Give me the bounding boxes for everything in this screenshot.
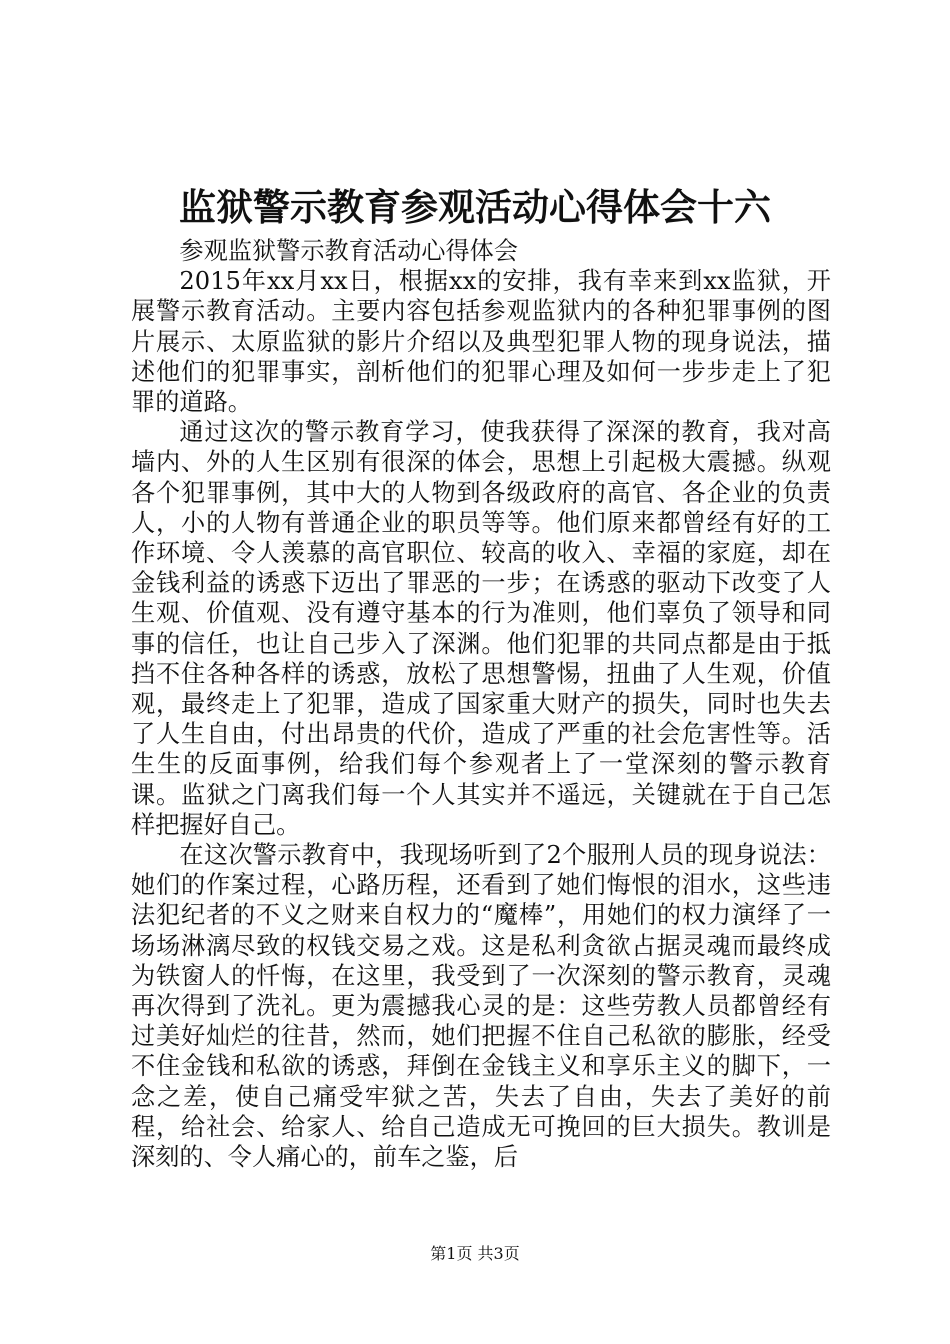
paragraph-2: 通过这次的警示教育学习，使我获得了深深的教育，我对高墙内、外的人生区别有很深的体会，思想上引起极大震撼。纵观各个犯罪事例，其中大的人物到各级政府的高官、各企业的负责人，小的人物有普通企业的职员等等。他们原来都曾经有好的工作环境、令人羡慕的高官职位、较高的收入、幸福的家庭，却在金钱利益的诱惑下迈出了罪恶的一步；在诱惑的驱动下改变了人生观、价值观、没有遵守基本的行为准则，他们辜负了领导和同事的信任，也让自己步入了深渊。他们犯罪的共同点都是由于抵挡不住各种各样的诱惑，放松了思想警惕，扭曲了人生观，价值观，最终走上了犯罪，造成了国家重大财产的损失，同时也失去了人生自由，付出昂贵的代价，造成了严重的社会危害性等。活生生的反面事例，给我们每个参观者上了一堂深刻的警示教育课。监狱之门离我们每一个人其实并不遥远，关键就在于自己怎样把握好自己。 [131, 418, 831, 839]
paragraph-subtitle: 参观监狱警示教育活动心得体会 [179, 237, 519, 265]
document-title: 监狱警示教育参观活动心得体会十六 [179, 185, 771, 229]
paragraph-3: 在这次警示教育中，我现场听到了2个服刑人员的现身说法：她们的作案过程，心路历程，还看到了她们悔恨的泪水，这些违法犯纪者的不义之财来自权力的“魔棒”，用她们的权力演绎了一场场淋漓尽致的权钱交易之戏。这是私利贪欲占据灵魂而最终成为铁窗人的忏悔，在这里，我受到了一次深刻的警示教育，灵魂再次得到了洗礼。更为震撼我心灵的是：这些劳教人员都曾经有过美好灿烂的往昔，然而，她们把握不住自己私欲的膨胀，经受不住金钱和私欲的诱惑，拜倒在金钱主义和享乐主义的脚下，一念之差，使自己痛受牢狱之苦，失去了自由，失去了美好的前程，给社会、给家人、给自己造成无可挽回的巨大损失。教训是深刻的、令人痛心的，前车之鉴，后 [131, 841, 831, 1172]
page-footer: 第1页 共3页 [430, 1244, 520, 1263]
document-body [131, 236, 831, 1172]
paragraph-1: 2015年xx月xx日，根据xx的安排，我有幸来到xx监狱，开展警示教育活动。主要内容包括参观监狱内的各种犯罪事例的图片展示、太原监狱的影片介绍以及典型犯罪人物的现身说法，描述他们的犯罪事实，剖析他们的犯罪心理及如何一步步走上了犯罪的道路。 [131, 267, 831, 417]
